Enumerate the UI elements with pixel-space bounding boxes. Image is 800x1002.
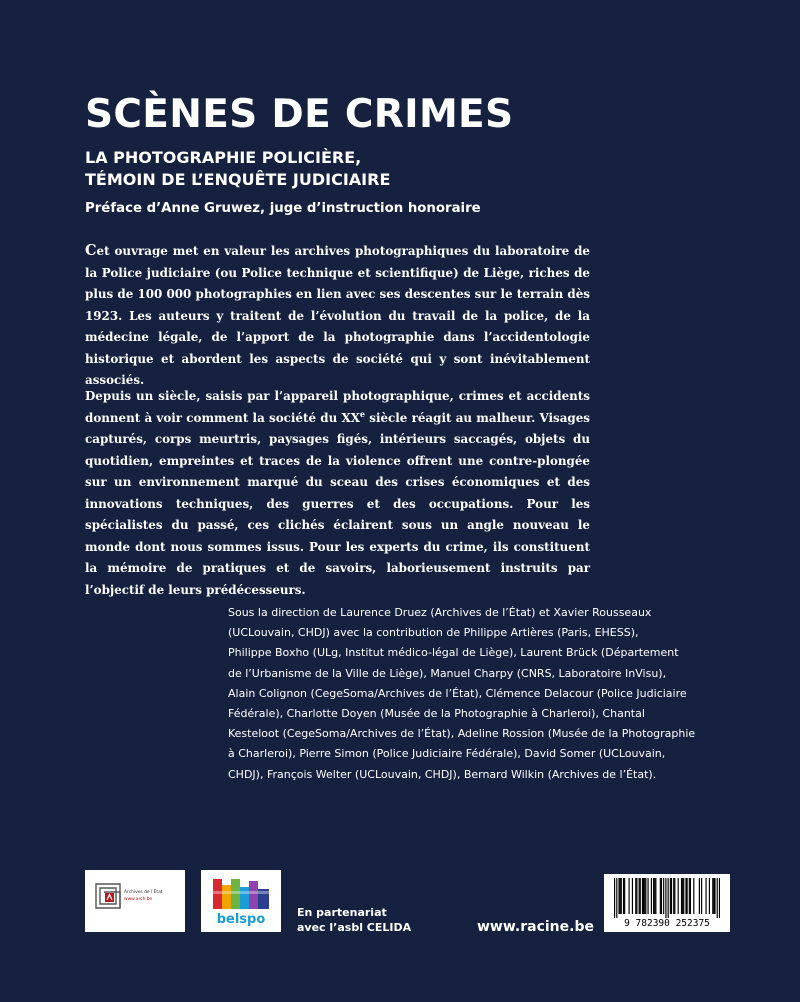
barcode-bar	[712, 878, 713, 914]
archives-emblem-icon	[94, 882, 122, 910]
archives-url: www.arch.be	[124, 897, 153, 902]
credits-line: Sous la direction de Laurence Druez (Archives de l’État) et Xavier Rousseaux	[228, 606, 652, 619]
barcode-bar	[647, 878, 648, 914]
barcode-bar	[661, 878, 662, 914]
subtitle-line-2: TÉMOIN DE L’ENQUÊTE JUDICIAIRE	[85, 170, 391, 189]
summary-text: et ouvrage met en valeur les archives photographiques du laboratoire de la Police judiciaire (ou Police technique et scientifique) de Liège, riches de plus de 100 000 photographies en lien avec ses descentes sur le terrain dès 1923. Les auteurs y traitent de l’évolution du travail de la police, de la médecine légale, de l’apport de la photographie dans l’accidentologie historique et abordent les aspects de société qui y sont inévitablement associés.	[85, 244, 590, 387]
credits-line: de l’Urbanisme de la Ville de Liège), Manuel Charpy (CNRS, Laboratoire InVisu),	[228, 666, 667, 680]
barcode-bar	[660, 878, 661, 914]
barcode-bar	[670, 878, 671, 914]
partner-line-1: En partenariat	[297, 906, 387, 919]
barcode-bar	[699, 878, 700, 914]
credits-line: Philippe Boxho (ULg, Institut médico-légal de Liège), Laurent Brück (Département	[228, 646, 679, 660]
barcode-bar	[653, 878, 654, 914]
drop-cap: C	[85, 242, 97, 259]
barcode-bar	[654, 878, 655, 914]
description-paragraph	[85, 386, 590, 601]
barcode-bar	[701, 878, 702, 914]
book-title: SCÈNES DE CRIMES	[85, 92, 514, 137]
barcode-bar	[687, 878, 688, 914]
credits-line: Alain Colignon (CegeSoma/Archives de l’État), Clémence Delacour (Police Judiciaire	[228, 686, 687, 700]
barcode-bar	[621, 878, 622, 914]
barcode-bar	[629, 878, 630, 914]
barcode-bar	[690, 878, 691, 914]
barcode-bar	[635, 878, 636, 914]
barcode-bar	[717, 878, 718, 918]
barcode-bar	[644, 878, 645, 914]
credits-line: Fédérale), Charlotte Doyen (Musée de la Photographie à Charleroi), Chantal	[228, 707, 645, 721]
barcode-bar	[693, 878, 694, 914]
barcode-bar	[632, 878, 633, 914]
barcode-bar	[640, 878, 641, 914]
barcode-bar	[671, 878, 672, 914]
barcode-digits: 9 782390 252375	[624, 918, 710, 929]
barcode-bar	[663, 878, 664, 914]
barcode-bar	[678, 878, 679, 914]
credits-line: CHDJ), François Welter (UCLouvain, CHDJ), Bernard Wilkin (Archives de l’État).	[228, 767, 657, 781]
century-superscript: e	[359, 408, 366, 419]
barcode-bar	[682, 878, 683, 914]
barcode-bar	[655, 878, 656, 914]
partnership-note	[297, 905, 411, 935]
archives-name: Archives de l’État	[124, 890, 163, 895]
book-subtitle	[85, 147, 390, 191]
barcode-icon	[614, 878, 720, 918]
barcode-bar	[614, 878, 615, 918]
belspo-wordmark: belspo	[216, 912, 266, 927]
barcode-bar	[668, 878, 669, 918]
barcode-bar	[651, 878, 652, 914]
barcode-bar	[681, 878, 682, 914]
archives-de-letat-logo	[85, 870, 185, 932]
barcode-bar	[616, 878, 617, 918]
barcode-bar	[618, 878, 619, 914]
barcode-bar	[714, 878, 715, 914]
barcode-bar	[642, 878, 643, 914]
barcode-bar	[689, 878, 690, 914]
credits-line: Kesteloot (CegeSoma/Archives de l’État), Adeline Rossion (Musée de la Photographie	[228, 727, 696, 741]
description-text-start: Depuis un siècle, saisis par l’appareil photographique, crimes et accidents donnent à voir comment la société du XX	[85, 389, 590, 425]
barcode-bar	[620, 878, 621, 914]
contributors-credits	[228, 603, 738, 785]
barcode-bar	[673, 878, 674, 914]
preface-credit: Préface d’Anne Gruwez, juge d’instruction honoraire	[85, 201, 481, 216]
belspo-logo	[201, 870, 281, 932]
barcode-bar	[685, 878, 686, 914]
barcode-bar	[713, 878, 714, 914]
summary-paragraph	[85, 240, 590, 392]
publisher-website: www.racine.be	[477, 919, 594, 935]
credits-line: à Charleroi), Pierre Simon (Police Judiciaire Fédérale), David Somer (UCLouvain,	[228, 747, 666, 761]
barcode-bar	[624, 878, 625, 914]
credits-line: (UCLouvain, CHDJ) avec la contribution de Philippe Artières (Paris, EHESS),	[228, 626, 639, 640]
barcode-bar	[643, 878, 644, 914]
barcode-bar	[645, 878, 646, 914]
barcode-bar	[674, 878, 675, 914]
barcode-bar	[709, 878, 710, 914]
barcode-bar	[719, 878, 720, 918]
description-text-end: siècle réagit au malheur. Visages capturés, corps meurtris, paysages figés, intérieurs saccagés, objets du quotidien, empreintes et traces de la violence offrent une contre-plongée sur un environnement marqué du sceau des crises économiques et des innovations techniques, des guerres et des occupations. Pour les spécialistes du passé, ces clichés éclairent sous un angle nouveau le monde dont nous sommes issus. Pour les experts du crime, ils constituent la mémoire de pratiques et de savoirs, laborieusement instruits par l’objectif de leurs prédécesseurs.	[85, 410, 590, 597]
partner-line-2: avec l’asbl CELIDA	[297, 921, 412, 934]
barcode-bar	[705, 878, 706, 914]
barcode-bar	[665, 878, 666, 918]
barcode-bar	[636, 878, 637, 914]
subtitle-line-1: LA PHOTOGRAPHIE POLICIÈRE,	[85, 148, 362, 167]
isbn-barcode	[604, 874, 730, 932]
barcode-bar	[639, 878, 640, 914]
barcode-bar	[683, 878, 684, 914]
barcode-bar	[623, 878, 624, 914]
belspo-color-bars-icon	[213, 879, 269, 909]
